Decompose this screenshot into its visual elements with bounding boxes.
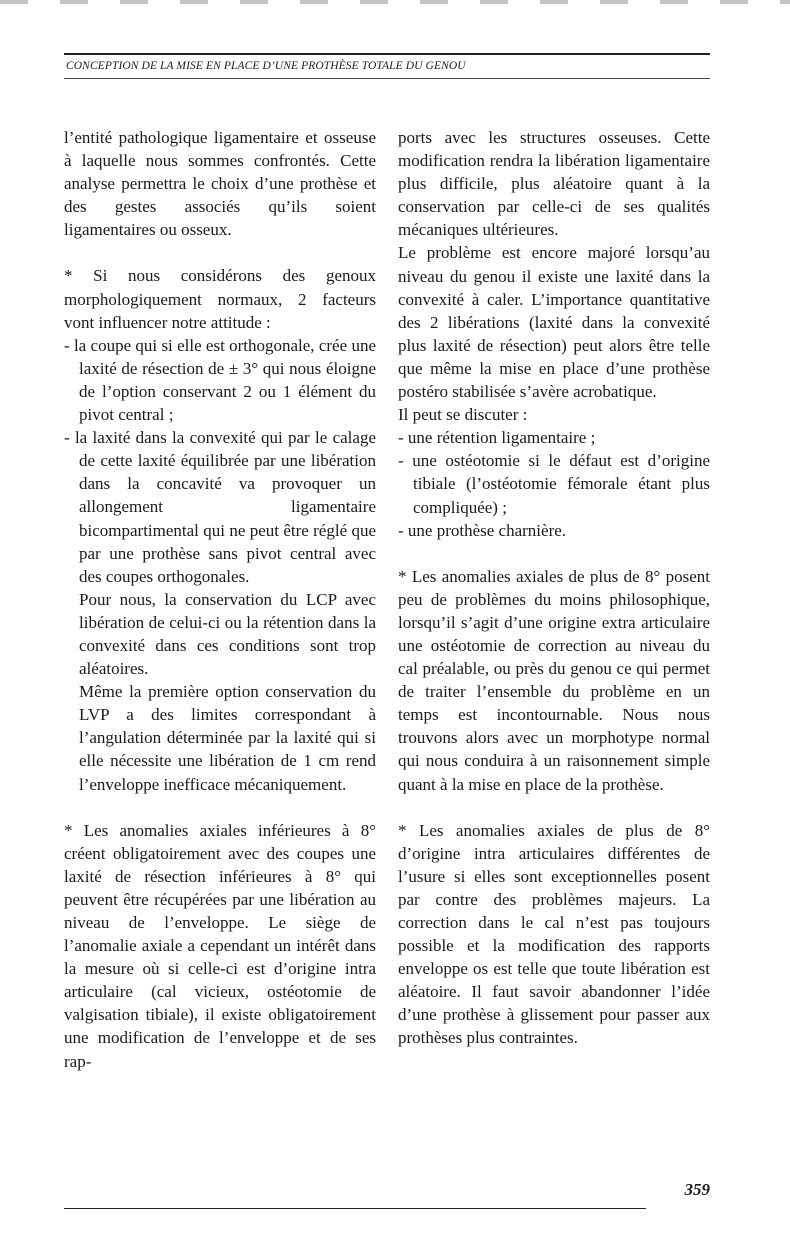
paragraph: l’entité pathologique ligamentaire et osseuse à laquelle nous sommes confrontés. Cette analyse permettra le choix d’une prothèse et des gestes associés qu’ils soient ligamentaires ou osseux.	[64, 128, 376, 240]
paragraph: Il peut se discuter :	[398, 405, 528, 425]
list-item: - une rétention ligamentaire ;	[398, 428, 596, 448]
list-item: - une ostéotomie si le défaut est d’origine tibiale (l’ostéotomie fémorale étant plus compliquée) ;	[398, 451, 710, 517]
paragraph-gap	[64, 241, 376, 264]
paragraph: * Les anomalies axiales de plus de 8° d’origine intra articulaires différentes de l’usure si elles sont exceptionnelles posent par contre des problèmes majeurs. La correction dans le cal n’est pas toujours possible et la modification des rapports enveloppe os est telle que toute libération est aléatoire. Il faut savoir abandonner l’idée d’une prothèse à glissement pour passer aux prothèses plus contraintes.	[398, 820, 710, 1048]
scan-edge-marks	[0, 0, 790, 4]
right-column	[398, 126, 710, 1050]
paragraph: * Les anomalies axiales inférieures à 8° créent obligatoirement avec des coupes une laxité de résection inférieures à 8° qui peuvent être récupérées par une libération au niveau de l’enveloppe. Le siège de l’anomalie axiale a cependant un intérêt dans la mesure où si celle-ci est d’origine intra articulaire (cal vicieux, ostéotomie de valgisation tibiale), il existe obligatoirement une modification de l’enveloppe et de ses rap-	[64, 820, 376, 1071]
left-column	[64, 126, 376, 1073]
list-item: - la coupe qui si elle est orthogonale, crée une laxité de résection de ± 3° qui nous éloigne de l’option conservant 2 ou 1 élément du pivot central ;	[64, 335, 376, 425]
running-header: CONCEPTION DE LA MISE EN PLACE D’UNE PROTHÈSE TOTALE DU GENOU	[66, 60, 466, 72]
page-number: 359	[684, 1180, 710, 1199]
paragraph: * Si nous considérons des genoux morphologiquement normaux, 2 facteurs vont influencer notre attitude :	[64, 266, 376, 332]
paragraph-gap	[398, 542, 710, 565]
paragraph: Pour nous, la conservation du LCP avec libération de celui-ci ou la rétention dans la convexité dans ces conditions sont trop aléatoires.	[79, 589, 376, 679]
paragraph: * Les anomalies axiales de plus de 8° posent peu de problèmes du moins philosophique, lorsqu’il s’agit d’une origine extra articulaire une ostéotomie de correction au niveau du cal préalable, ou près du genou ce qui permet de traiter l’ensemble du problème en un temps est incontournable. Nous nous trouvons alors avec un morphotype normal qui nous conduira à un raisonnement simple quant à la mise en place de la prothèse.	[398, 566, 710, 794]
paragraph: Le problème est encore majoré lorsqu’au niveau du genou il existe une laxité dans la convexité à caler. L’importance quantitative des 2 libérations (laxité dans la convexité plus laxité de résection) peut alors être telle que même la mise en place d’une prothèse postéro stabilisée s’avère acrobatique.	[398, 243, 710, 402]
footer-rule	[64, 1208, 646, 1209]
paragraph: ports avec les structures osseuses. Cette modification rendra la libération ligamentaire plus difficile, plus aléatoire quant à la conservation par celle-ci de ses qualités mécaniques ultérieures.	[398, 128, 710, 240]
header-rule-top	[64, 53, 710, 55]
paragraph-gap	[64, 796, 376, 819]
list-item: - la laxité dans la convexité qui par le calage de cette laxité équilibrée par une libération dans la concavité va provoquer un allongement ligamentaire bicompartimental qui ne peut être réglé que par une prothèse sans pivot central avec des coupes orthogonales.	[64, 428, 376, 586]
list-item: - une prothèse charnière.	[398, 520, 567, 540]
paragraph: Même la première option conservation du LVP a des limites correspondant à l’angulation déterminée par la laxité qui si elle nécessite une libération de 1 cm rend l’enveloppe inefficace mécaniquement.	[79, 682, 376, 794]
header-rule-bottom	[64, 78, 710, 79]
paragraph-gap	[398, 796, 710, 819]
